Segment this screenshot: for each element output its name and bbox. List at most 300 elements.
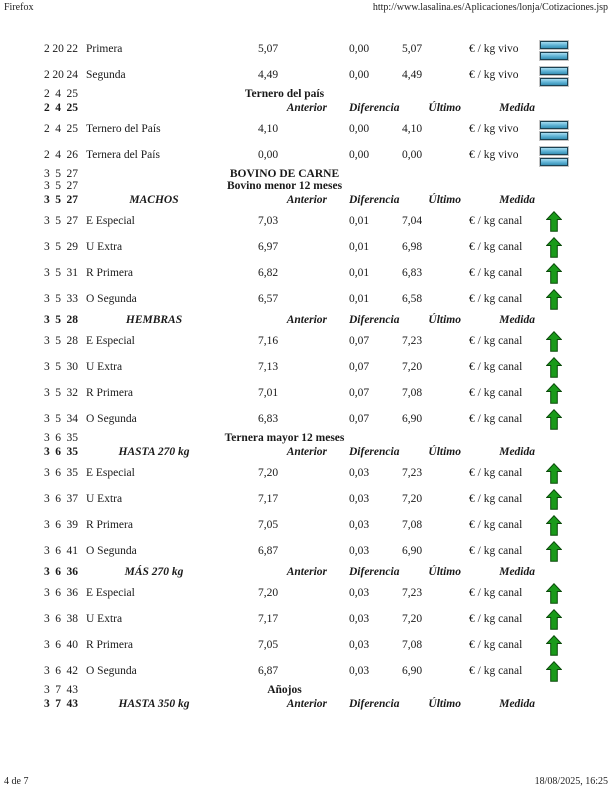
price-anterior: 4,10 <box>258 123 279 135</box>
product-name: U Extra <box>86 361 123 373</box>
price-unit: € / kg canal <box>469 587 523 599</box>
column-header-ultimo: Último <box>428 194 461 206</box>
row-code <box>44 241 78 253</box>
row-code-part: 37 <box>66 493 78 505</box>
trend-icon-cell <box>539 609 569 630</box>
table-row <box>0 180 612 192</box>
price-anterior: 7,17 <box>258 493 279 505</box>
row-code-part: 3 <box>44 587 50 599</box>
column-header-medida: Medida <box>499 698 535 710</box>
section-title: Ternero del país <box>244 88 325 100</box>
price-diferencia: 0,07 <box>349 387 370 399</box>
price-unit: € / kg canal <box>469 519 523 531</box>
column-header-ultimo: Último <box>428 566 461 578</box>
price-diferencia: 0,07 <box>349 361 370 373</box>
row-code-part: 3 <box>44 665 50 677</box>
table-row <box>0 696 612 712</box>
row-code-part: 36 <box>66 566 78 578</box>
row-code <box>44 314 78 326</box>
column-header-diferencia: Diferencia <box>349 314 400 326</box>
column-header-diferencia: Diferencia <box>349 698 400 710</box>
price-unit: € / kg canal <box>469 665 523 677</box>
price-anterior: 7,13 <box>258 361 279 373</box>
subsection-label: HASTA 350 kg <box>118 698 190 710</box>
price-anterior: 7,01 <box>258 387 279 399</box>
up-arrow-icon <box>546 489 562 510</box>
price-diferencia: 0,01 <box>349 267 370 279</box>
row-code <box>44 698 78 710</box>
price-diferencia: 0,00 <box>349 123 370 135</box>
price-unit: € / kg canal <box>469 241 523 253</box>
up-arrow-icon <box>546 409 562 430</box>
table-row <box>0 580 612 606</box>
table-row <box>0 460 612 486</box>
product-name: O Segunda <box>86 545 137 557</box>
price-unit: € / kg canal <box>469 361 523 373</box>
table-row <box>0 234 612 260</box>
row-code-part: 42 <box>66 665 78 677</box>
price-diferencia: 0,01 <box>349 215 370 227</box>
price-diferencia: 0,07 <box>349 413 370 425</box>
product-name: Primera <box>86 43 123 55</box>
up-arrow-icon <box>546 661 562 682</box>
product-name: E Especial <box>86 467 135 479</box>
equal-bar-top <box>540 67 568 75</box>
price-ultimo: 4,49 <box>402 69 423 81</box>
row-code-part: 3 <box>44 293 50 305</box>
price-unit: € / kg canal <box>469 613 523 625</box>
up-arrow-icon <box>546 463 562 484</box>
price-unit: € / kg vivo <box>469 69 519 81</box>
row-code-part: 33 <box>66 293 78 305</box>
price-diferencia: 0,00 <box>349 43 370 55</box>
price-unit: € / kg canal <box>469 639 523 651</box>
row-code-part: 27 <box>66 194 78 206</box>
product-name: Ternera del País <box>86 149 160 161</box>
row-code-part: 5 <box>55 293 61 305</box>
product-name: Segunda <box>86 69 126 81</box>
subsection-label: MACHOS <box>129 194 179 206</box>
trend-icon-cell <box>539 145 569 166</box>
row-code-part: 3 <box>44 684 50 696</box>
product-name: Ternero del País <box>86 123 161 135</box>
trend-icon-cell <box>539 409 569 430</box>
up-arrow-icon <box>546 383 562 404</box>
product-name: O Segunda <box>86 665 137 677</box>
column-header-anterior: Anterior <box>286 446 327 458</box>
row-code-part: 2 <box>44 123 50 135</box>
row-code <box>44 566 78 578</box>
price-anterior: 7,20 <box>258 467 279 479</box>
product-name: U Extra <box>86 613 123 625</box>
equal-bar-top <box>540 121 568 129</box>
row-code-part: 39 <box>66 519 78 531</box>
section-title: Ternera mayor 12 meses <box>224 432 345 444</box>
table-row <box>0 88 612 100</box>
row-code-part: 5 <box>55 387 61 399</box>
equal-bars-icon <box>540 67 568 86</box>
equal-bar-bottom <box>540 132 568 140</box>
print-footer-datetime: 18/08/2025, 16:25 <box>534 776 608 787</box>
row-code <box>44 215 78 227</box>
table-row <box>0 486 612 512</box>
row-code-part: 6 <box>55 665 61 677</box>
product-name: R Primera <box>86 639 133 651</box>
trend-icon-cell <box>539 263 569 284</box>
price-anterior: 6,97 <box>258 241 279 253</box>
table-row <box>0 406 612 432</box>
up-arrow-icon <box>546 357 562 378</box>
product-name: R Primera <box>86 519 133 531</box>
row-code-part: 43 <box>66 698 78 710</box>
table-row <box>0 142 612 168</box>
row-code <box>44 387 78 399</box>
column-header-anterior: Anterior <box>286 566 327 578</box>
price-ultimo: 7,20 <box>402 613 423 625</box>
row-code <box>44 613 78 625</box>
row-code-part: 25 <box>66 123 78 135</box>
row-code-part: 7 <box>55 698 61 710</box>
column-header-diferencia: Diferencia <box>349 446 400 458</box>
price-diferencia: 0,03 <box>349 519 370 531</box>
price-anterior: 6,57 <box>258 293 279 305</box>
table-row <box>0 512 612 538</box>
row-code-part: 41 <box>66 545 78 557</box>
column-header-diferencia: Diferencia <box>349 194 400 206</box>
row-code-part: 6 <box>55 613 61 625</box>
price-ultimo: 7,04 <box>402 215 423 227</box>
subsection-label: HASTA 270 kg <box>118 446 190 458</box>
price-diferencia: 0,03 <box>349 639 370 651</box>
price-diferencia: 0,03 <box>349 613 370 625</box>
row-code-part: 3 <box>44 267 50 279</box>
trend-icon-cell <box>539 541 569 562</box>
price-unit: € / kg vivo <box>469 43 519 55</box>
row-code-part: 32 <box>66 387 78 399</box>
row-code <box>44 88 78 100</box>
up-arrow-icon <box>546 541 562 562</box>
price-anterior: 6,87 <box>258 665 279 677</box>
row-code-part: 5 <box>55 413 61 425</box>
row-code-part: 6 <box>55 587 61 599</box>
quotations-table <box>0 36 612 712</box>
equal-bar-top <box>540 147 568 155</box>
row-code-part: 3 <box>44 432 50 444</box>
row-code-part: 3 <box>44 335 50 347</box>
row-code-part: 6 <box>55 545 61 557</box>
price-ultimo: 5,07 <box>402 43 423 55</box>
product-name: R Primera <box>86 267 133 279</box>
price-unit: € / kg canal <box>469 545 523 557</box>
table-row <box>0 684 612 696</box>
price-diferencia: 0,03 <box>349 493 370 505</box>
row-code-part: 4 <box>55 123 61 135</box>
row-code <box>44 335 78 347</box>
row-code-part: 2 <box>44 43 50 55</box>
table-row <box>0 100 612 116</box>
row-code-part: 31 <box>66 267 78 279</box>
row-code-part: 4 <box>55 88 61 100</box>
row-code-part: 28 <box>66 335 78 347</box>
column-header-medida: Medida <box>499 566 535 578</box>
price-anterior: 7,05 <box>258 519 279 531</box>
price-anterior: 7,03 <box>258 215 279 227</box>
trend-icon-cell <box>539 65 569 86</box>
table-row <box>0 538 612 564</box>
table-row <box>0 380 612 406</box>
price-unit: € / kg canal <box>469 215 523 227</box>
up-arrow-icon <box>546 635 562 656</box>
trend-icon-cell <box>539 383 569 404</box>
price-diferencia: 0,03 <box>349 467 370 479</box>
row-code-part: 29 <box>66 241 78 253</box>
price-diferencia: 0,07 <box>349 335 370 347</box>
row-code-part: 6 <box>55 493 61 505</box>
column-header-medida: Medida <box>499 446 535 458</box>
up-arrow-icon <box>546 583 562 604</box>
row-code-part: 26 <box>66 149 78 161</box>
table-row <box>0 564 612 580</box>
row-code <box>44 545 78 557</box>
section-title: Bovino menor 12 meses <box>226 180 343 192</box>
up-arrow-icon <box>546 331 562 352</box>
trend-icon-cell <box>539 635 569 656</box>
price-ultimo: 6,90 <box>402 413 423 425</box>
trend-icon-cell <box>539 331 569 352</box>
row-code-part: 27 <box>66 215 78 227</box>
table-row <box>0 116 612 142</box>
equal-bar-bottom <box>540 52 568 60</box>
row-code-part: 3 <box>44 413 50 425</box>
up-arrow-icon <box>546 211 562 232</box>
up-arrow-icon <box>546 289 562 310</box>
trend-icon-cell <box>539 515 569 536</box>
table-row <box>0 632 612 658</box>
row-code <box>44 43 78 55</box>
price-anterior: 0,00 <box>258 149 279 161</box>
print-footer <box>4 776 608 788</box>
row-code-part: 3 <box>44 698 50 710</box>
row-code-part: 36 <box>66 587 78 599</box>
table-row <box>0 286 612 312</box>
price-diferencia: 0,00 <box>349 149 370 161</box>
row-code-part: 2 <box>44 69 50 81</box>
price-anterior: 7,05 <box>258 639 279 651</box>
table-row <box>0 168 612 180</box>
table-row <box>0 444 612 460</box>
price-ultimo: 6,90 <box>402 545 423 557</box>
price-unit: € / kg vivo <box>469 149 519 161</box>
product-name: E Especial <box>86 215 135 227</box>
row-code-part: 7 <box>55 684 61 696</box>
equal-bar-bottom <box>540 78 568 86</box>
row-code-part: 27 <box>66 168 78 180</box>
table-row <box>0 192 612 208</box>
row-code-part: 28 <box>66 314 78 326</box>
price-diferencia: 0,03 <box>349 545 370 557</box>
price-ultimo: 6,58 <box>402 293 423 305</box>
row-code <box>44 432 78 444</box>
product-name: E Especial <box>86 587 135 599</box>
column-header-anterior: Anterior <box>286 194 327 206</box>
trend-icon-cell <box>539 661 569 682</box>
column-header-diferencia: Diferencia <box>349 566 400 578</box>
row-code-part: 3 <box>44 545 50 557</box>
product-name: R Primera <box>86 387 133 399</box>
row-code <box>44 493 78 505</box>
up-arrow-icon <box>546 237 562 258</box>
row-code-part: 40 <box>66 639 78 651</box>
row-code-part: 25 <box>66 88 78 100</box>
row-code-part: 3 <box>44 194 50 206</box>
row-code-part: 4 <box>55 149 61 161</box>
product-name: O Segunda <box>86 293 137 305</box>
price-unit: € / kg canal <box>469 335 523 347</box>
row-code-part: 20 <box>52 69 64 81</box>
row-code <box>44 168 78 180</box>
row-code-part: 3 <box>44 180 50 192</box>
price-ultimo: 7,23 <box>402 335 423 347</box>
row-code-part: 20 <box>52 43 64 55</box>
row-code <box>44 102 78 114</box>
row-code-part: 3 <box>44 639 50 651</box>
row-code <box>44 123 78 135</box>
row-code-part: 35 <box>66 432 78 444</box>
equal-bars-icon <box>540 121 568 140</box>
table-row <box>0 208 612 234</box>
row-code <box>44 665 78 677</box>
row-code-part: 5 <box>55 194 61 206</box>
row-code-part: 35 <box>66 467 78 479</box>
row-code-part: 38 <box>66 613 78 625</box>
column-header-medida: Medida <box>499 102 535 114</box>
up-arrow-icon <box>546 515 562 536</box>
price-anterior: 5,07 <box>258 43 279 55</box>
print-footer-page-number: 4 de 7 <box>4 776 29 787</box>
row-code-part: 3 <box>44 387 50 399</box>
price-unit: € / kg canal <box>469 493 523 505</box>
row-code <box>44 149 78 161</box>
trend-icon-cell <box>539 119 569 140</box>
column-header-ultimo: Último <box>428 314 461 326</box>
up-arrow-icon <box>546 263 562 284</box>
row-code <box>44 361 78 373</box>
trend-icon-cell <box>539 463 569 484</box>
product-name: E Especial <box>86 335 135 347</box>
price-ultimo: 6,83 <box>402 267 423 279</box>
row-code-part: 3 <box>44 446 50 458</box>
price-anterior: 7,20 <box>258 587 279 599</box>
row-code-part: 5 <box>55 215 61 227</box>
price-diferencia: 0,01 <box>349 241 370 253</box>
row-code-part: 3 <box>44 493 50 505</box>
trend-icon-cell <box>539 39 569 60</box>
column-header-diferencia: Diferencia <box>349 102 400 114</box>
row-code-part: 3 <box>44 361 50 373</box>
price-diferencia: 0,03 <box>349 665 370 677</box>
price-unit: € / kg canal <box>469 387 523 399</box>
section-title: Añojos <box>267 684 302 696</box>
row-code-part: 25 <box>66 102 78 114</box>
row-code <box>44 69 78 81</box>
table-row <box>0 606 612 632</box>
row-code <box>44 467 78 479</box>
equal-bars-icon <box>540 41 568 60</box>
column-header-anterior: Anterior <box>286 698 327 710</box>
row-code-part: 5 <box>55 267 61 279</box>
table-row <box>0 658 612 684</box>
row-code-part: 6 <box>55 566 61 578</box>
row-code-part: 5 <box>55 180 61 192</box>
row-code <box>44 519 78 531</box>
column-header-medida: Medida <box>499 314 535 326</box>
table-row <box>0 62 612 88</box>
row-code-part: 43 <box>66 684 78 696</box>
product-name: U Extra <box>86 493 123 505</box>
price-unit: € / kg vivo <box>469 123 519 135</box>
row-code-part: 6 <box>55 639 61 651</box>
price-ultimo: 7,20 <box>402 493 423 505</box>
print-header <box>4 2 608 14</box>
table-row <box>0 260 612 286</box>
equal-bars-icon <box>540 147 568 166</box>
product-name: U Extra <box>86 241 123 253</box>
row-code-part: 3 <box>44 215 50 227</box>
table-row <box>0 36 612 62</box>
row-code-part: 5 <box>55 314 61 326</box>
row-code-part: 3 <box>44 519 50 531</box>
row-code-part: 2 <box>44 102 50 114</box>
row-code-part: 22 <box>66 43 78 55</box>
row-code-part: 27 <box>66 180 78 192</box>
row-code-part: 4 <box>55 102 61 114</box>
row-code-part: 35 <box>66 446 78 458</box>
row-code-part: 5 <box>55 168 61 180</box>
price-unit: € / kg canal <box>469 267 523 279</box>
row-code-part: 3 <box>44 566 50 578</box>
column-header-anterior: Anterior <box>286 314 327 326</box>
subsection-label: HEMBRAS <box>125 314 183 326</box>
row-code-part: 2 <box>44 88 50 100</box>
trend-icon-cell <box>539 489 569 510</box>
price-ultimo: 7,08 <box>402 519 423 531</box>
price-ultimo: 7,08 <box>402 639 423 651</box>
trend-icon-cell <box>539 237 569 258</box>
table-row <box>0 354 612 380</box>
row-code-part: 5 <box>55 241 61 253</box>
row-code-part: 34 <box>66 413 78 425</box>
table-row <box>0 312 612 328</box>
price-unit: € / kg canal <box>469 467 523 479</box>
product-name: O Segunda <box>86 413 137 425</box>
price-diferencia: 0,03 <box>349 587 370 599</box>
row-code-part: 24 <box>66 69 78 81</box>
price-anterior: 4,49 <box>258 69 279 81</box>
row-code <box>44 413 78 425</box>
column-header-ultimo: Último <box>428 446 461 458</box>
row-code <box>44 194 78 206</box>
row-code-part: 3 <box>44 241 50 253</box>
row-code-part: 5 <box>55 361 61 373</box>
price-diferencia: 0,00 <box>349 69 370 81</box>
row-code-part: 3 <box>44 314 50 326</box>
price-ultimo: 0,00 <box>402 149 423 161</box>
row-code-part: 2 <box>44 149 50 161</box>
price-anterior: 6,83 <box>258 413 279 425</box>
price-anterior: 7,16 <box>258 335 279 347</box>
price-anterior: 6,87 <box>258 545 279 557</box>
row-code <box>44 446 78 458</box>
